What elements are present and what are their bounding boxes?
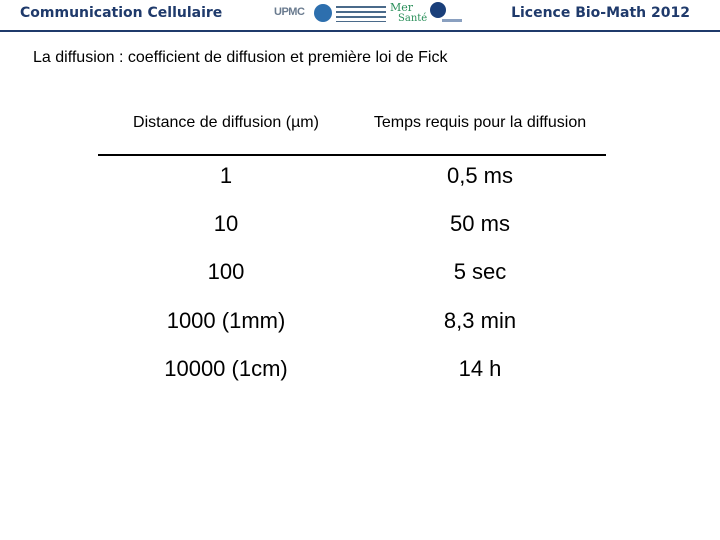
roscoff-wordmark bbox=[336, 6, 386, 22]
distance-cell: 1 bbox=[219, 163, 233, 188]
table-row bbox=[0, 211, 720, 241]
roscoff-logo bbox=[314, 3, 388, 25]
program-title: Licence Bio-Math 2012 bbox=[511, 5, 690, 21]
roscoff-emblem-icon bbox=[314, 4, 332, 22]
column-header-distance: Distance de diffusion (µm) bbox=[133, 114, 319, 131]
table-row bbox=[0, 259, 720, 289]
logo-strip bbox=[270, 1, 470, 27]
distance-cell: 10 bbox=[213, 211, 239, 236]
slide-title: La diffusion : coefficient de diffusion et première loi de Fick bbox=[33, 49, 448, 66]
header-divider bbox=[0, 30, 720, 32]
time-cell: 5 sec bbox=[453, 259, 507, 284]
time-cell: 14 h bbox=[458, 356, 502, 381]
sante-text: Santé bbox=[398, 13, 428, 24]
slide-header bbox=[0, 0, 720, 30]
time-cell: 0,5 ms bbox=[446, 163, 514, 188]
course-title: Communication Cellulaire bbox=[20, 5, 223, 21]
cnrs-emblem-icon bbox=[430, 2, 446, 18]
table-row bbox=[0, 308, 720, 338]
mer-text: Mer bbox=[390, 1, 414, 14]
distance-cell: 100 bbox=[207, 259, 245, 284]
column-header-time: Temps requis pour la diffusion bbox=[373, 114, 587, 131]
time-cell: 8,3 min bbox=[443, 308, 517, 333]
time-cell: 50 ms bbox=[450, 211, 510, 236]
cnrs-underline bbox=[442, 19, 462, 22]
distance-cell: 10000 (1cm) bbox=[164, 356, 288, 381]
table-row bbox=[0, 356, 720, 386]
upmc-logo: UPMC bbox=[274, 6, 305, 18]
mer-sante-logo bbox=[390, 1, 428, 27]
table-header-rule bbox=[98, 154, 606, 156]
table-row bbox=[0, 163, 720, 193]
distance-cell: 1000 (1mm) bbox=[166, 308, 286, 333]
cnrs-logo bbox=[430, 2, 464, 26]
